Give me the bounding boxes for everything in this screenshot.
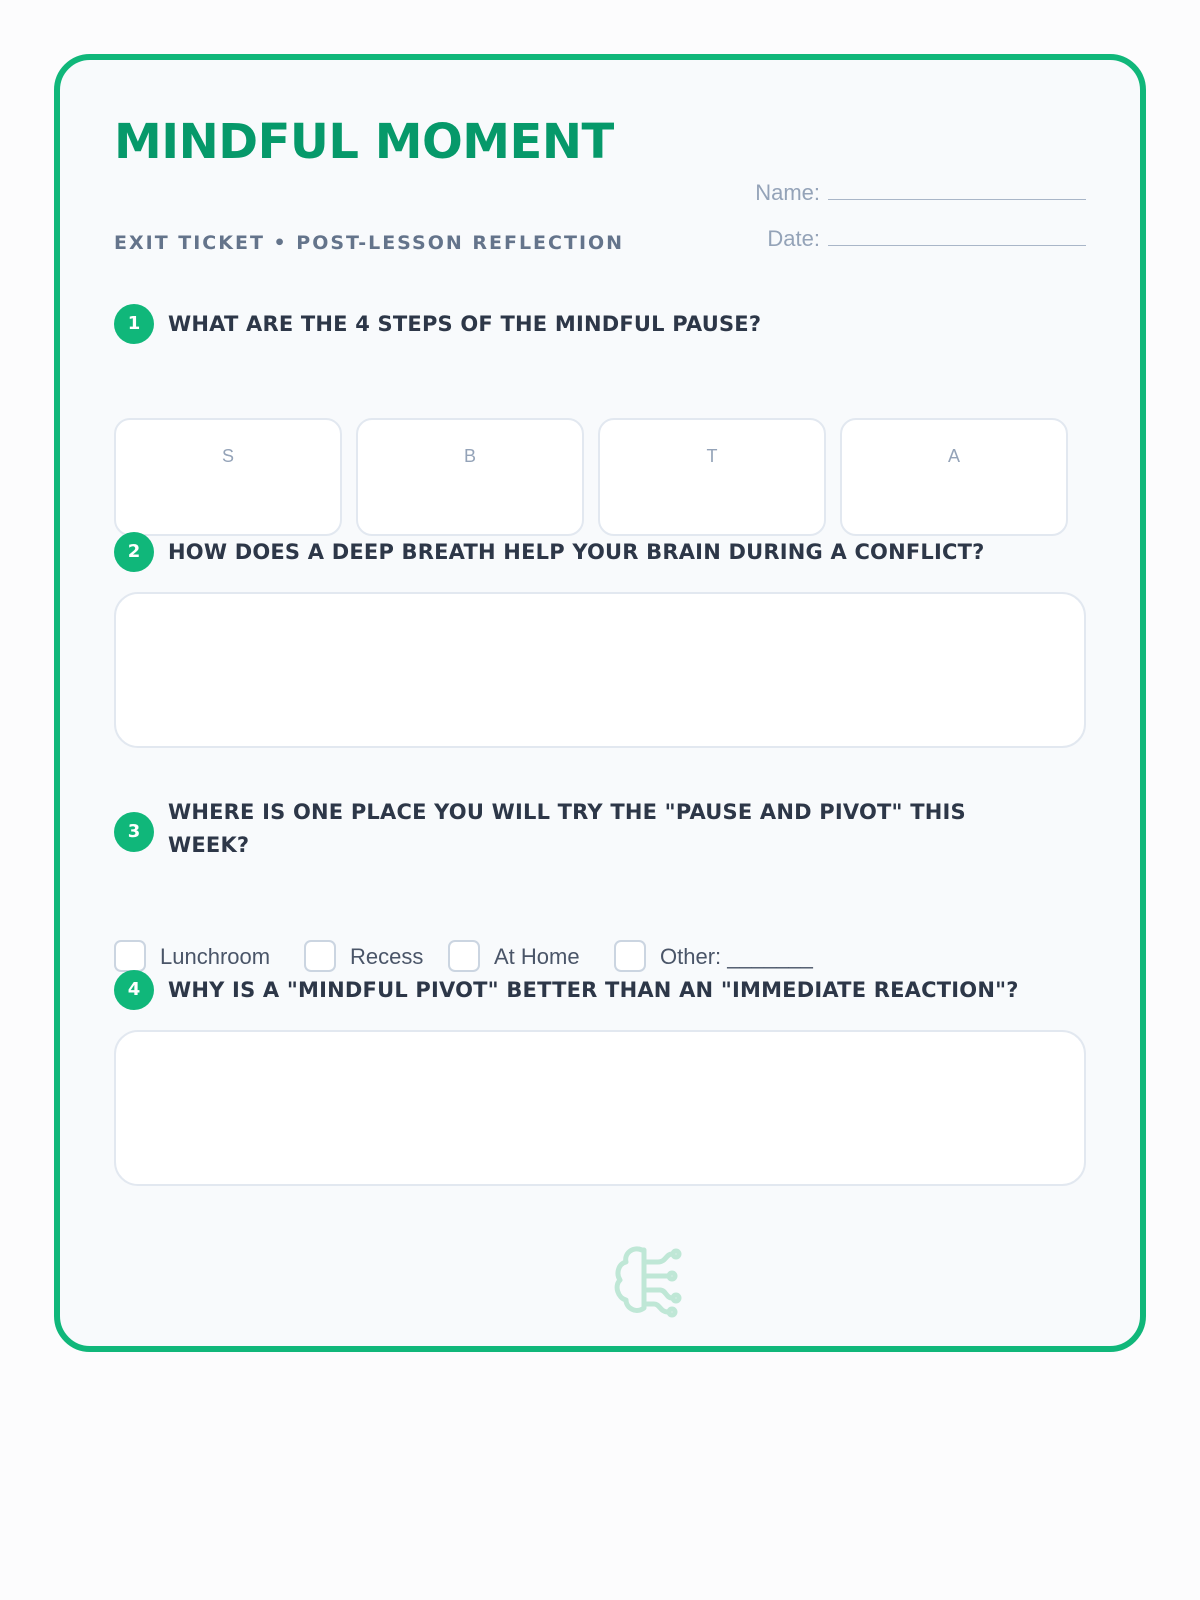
- step-box-b[interactable]: [356, 418, 584, 536]
- checkbox[interactable]: [448, 940, 480, 972]
- step-letter: T: [706, 446, 718, 466]
- page-subtitle: EXIT TICKET • POST-LESSON REFLECTION: [114, 232, 625, 254]
- answer-box-2[interactable]: [114, 592, 1086, 748]
- checkbox[interactable]: [614, 940, 646, 972]
- option-label: Recess: [350, 944, 424, 969]
- step-box-s[interactable]: [114, 418, 342, 536]
- option-lunchroom[interactable]: [114, 940, 270, 974]
- option-label: Other: _______: [660, 944, 813, 969]
- steps-row: [114, 418, 1086, 536]
- option-at-home[interactable]: [448, 940, 580, 974]
- option-label: Lunchroom: [160, 944, 271, 969]
- brain-icon: [610, 1242, 684, 1318]
- step-letter: S: [221, 446, 234, 466]
- question-number-badge: 2: [114, 532, 154, 572]
- step-box-t[interactable]: [598, 418, 826, 536]
- answer-box-4[interactable]: [114, 1030, 1086, 1186]
- option-recess[interactable]: [304, 940, 423, 974]
- option-label: At Home: [494, 944, 580, 969]
- exit-ticket-card: [54, 54, 1146, 1352]
- question-text: HOW DOES A DEEP BREATH HELP YOUR BRAIN DURING A CONFLICT?: [168, 540, 985, 564]
- question-text: WHERE IS ONE PLACE YOU WILL TRY THE "PAUSE AND PIVOT" THIS WEEK?: [168, 800, 966, 857]
- checkbox[interactable]: [304, 940, 336, 972]
- step-letter: A: [947, 446, 960, 466]
- step-box-a[interactable]: [840, 418, 1068, 536]
- date-label: Date:: [767, 226, 820, 251]
- question-text: WHAT ARE THE 4 STEPS OF THE MINDFUL PAUSE?: [168, 312, 762, 336]
- date-line[interactable]: [828, 228, 1086, 246]
- name-label: Name:: [755, 180, 820, 205]
- page-title: MINDFUL MOMENT: [114, 114, 614, 170]
- question-number-badge: 4: [114, 970, 154, 1010]
- name-line[interactable]: [828, 182, 1086, 200]
- date-field[interactable]: [767, 226, 1086, 252]
- checkbox[interactable]: [114, 940, 146, 972]
- option-other[interactable]: [614, 940, 813, 974]
- step-letter: B: [463, 446, 476, 466]
- question-text: WHY IS A "MINDFUL PIVOT" BETTER THAN AN "IMMEDIATE REACTION"?: [168, 978, 1019, 1002]
- question-number-badge: 3: [114, 812, 154, 852]
- question-number-badge: 1: [114, 304, 154, 344]
- name-field[interactable]: [755, 180, 1086, 206]
